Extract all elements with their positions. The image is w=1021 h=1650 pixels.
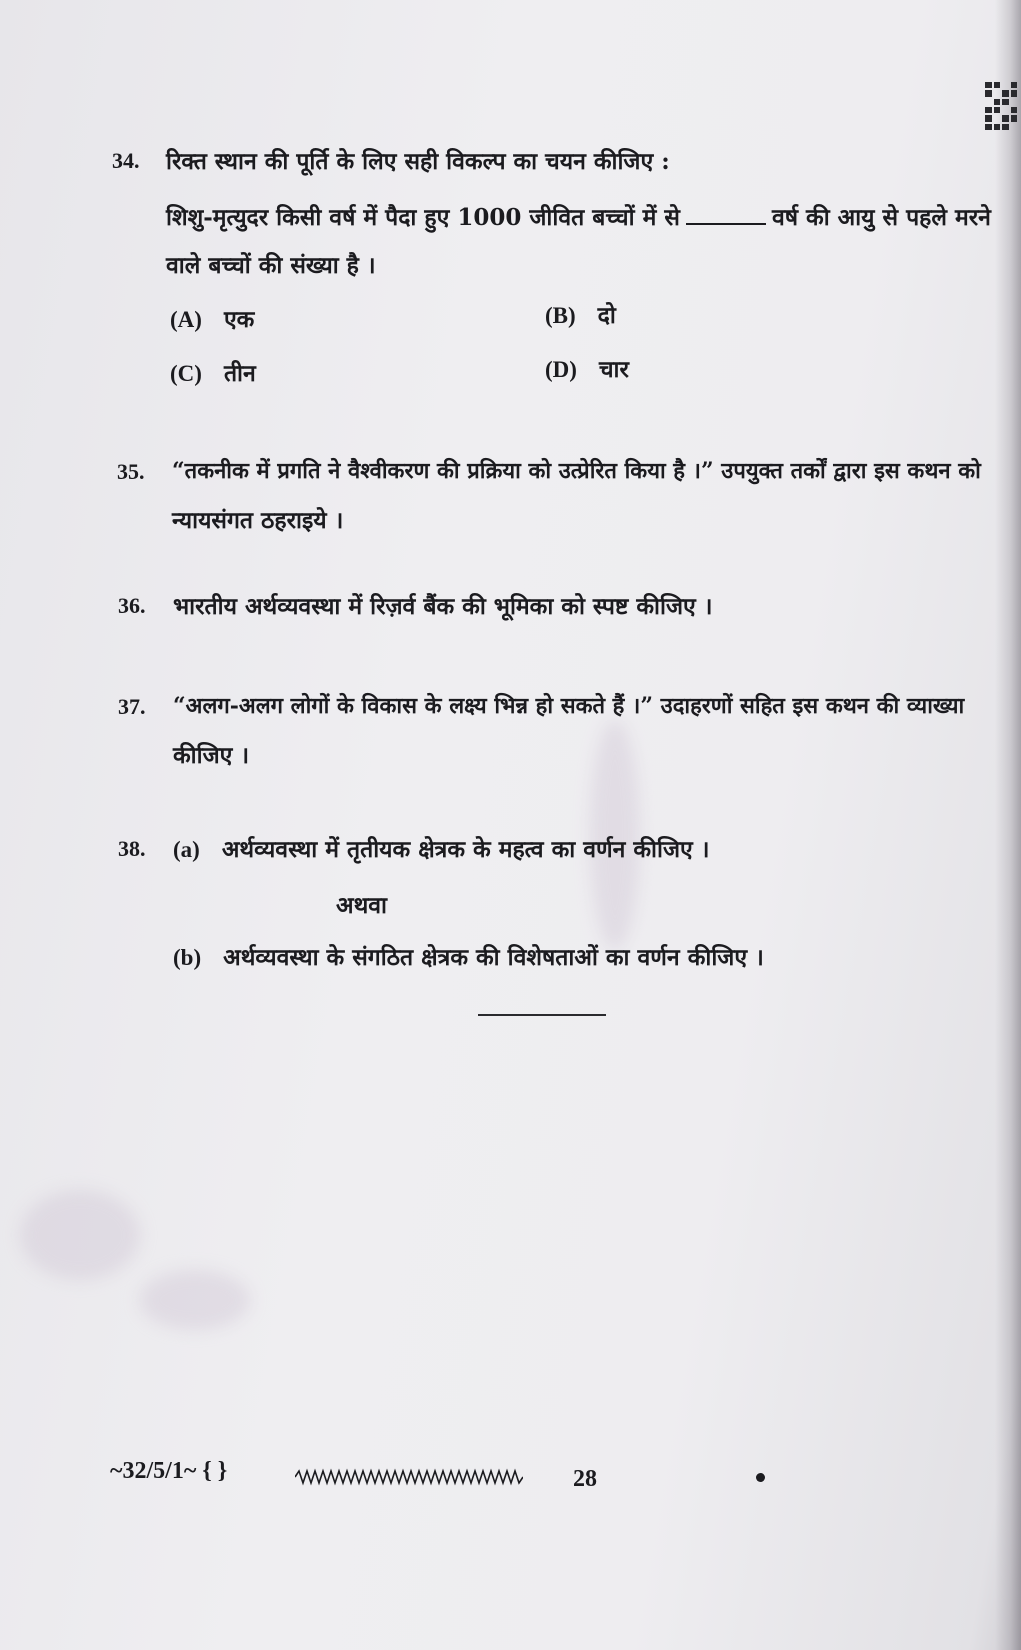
question-number: 34. <box>112 148 140 173</box>
question-34-stem: रिक्त स्थान की पूर्ति के लिए सही विकल्प का चयन कीजिए : <box>166 148 670 175</box>
question-number: 36. <box>118 593 146 618</box>
question-34-text-part-1: शिशु-मृत्युदर किसी वर्ष में पैदा हुए 1000 जीवित बच्चों में से <box>166 204 680 231</box>
question-38-part-b <box>173 940 764 972</box>
question-number: 35. <box>117 459 145 484</box>
question-number: 37. <box>118 694 146 719</box>
option-d <box>545 352 629 384</box>
wavy-line-icon <box>295 1468 523 1486</box>
question-36-line-1: भारतीय अर्थव्यवस्था में रिज़र्व बैंक की भूमिका को स्पष्ट कीजिए । <box>173 593 713 620</box>
qr-code-icon <box>985 82 1017 130</box>
option-text: तीन <box>223 360 256 387</box>
question-34-line-1 <box>166 200 991 232</box>
option-label: (A) <box>170 307 202 332</box>
part-text: अर्थव्यवस्था में तृतीयक क्षेत्रक के महत्व का वर्णन कीजिए । <box>221 836 710 863</box>
question-35-line-1: “तकनीक में प्रगति ने वैश्वीकरण की प्रक्रिया को उत्प्रेरित किया है ।” उपयुक्त तर्कों द्वारा इस कथन को <box>172 458 981 484</box>
question-37-line-1: “अलग-अलग लोगों के विकास के लक्ष्य भिन्न हो सकते हैं ।” उदाहरणों सहित इस कथन की व्याख्या <box>173 693 965 719</box>
question-34-line-2: वाले बच्चों की संख्या है । <box>166 252 376 279</box>
or-separator: अथवा <box>336 892 388 919</box>
smudge <box>20 1190 140 1280</box>
question-38-part-a <box>173 832 709 864</box>
question-37-line-2: कीजिए । <box>173 742 250 769</box>
option-label: (C) <box>170 361 202 386</box>
page-number: 28 <box>573 1466 597 1492</box>
option-a <box>170 302 254 334</box>
question-34-text-part-2: वर्ष की आयु से पहले मरने <box>771 204 991 231</box>
fill-in-blank <box>686 203 766 225</box>
part-label: (b) <box>173 945 202 970</box>
option-label: (D) <box>545 357 577 382</box>
question-number: 38. <box>118 836 146 861</box>
option-text: दो <box>597 302 616 329</box>
dot-mark <box>756 1473 765 1482</box>
option-text: एक <box>223 306 255 333</box>
question-35-line-2: न्यायसंगत ठहराइये । <box>172 507 344 534</box>
smudge <box>140 1270 250 1330</box>
part-text: अर्थव्यवस्था के संगठित क्षेत्रक की विशेषताओं का वर्णन कीजिए । <box>223 944 764 971</box>
option-text: चार <box>598 356 629 383</box>
option-b <box>545 298 616 330</box>
option-c <box>170 356 256 388</box>
part-label: (a) <box>173 837 200 862</box>
paper-code: ~32/5/1~ { } <box>110 1458 228 1484</box>
end-rule <box>478 1014 606 1016</box>
option-label: (B) <box>545 303 576 328</box>
page-fold-shadow <box>995 0 1021 1650</box>
